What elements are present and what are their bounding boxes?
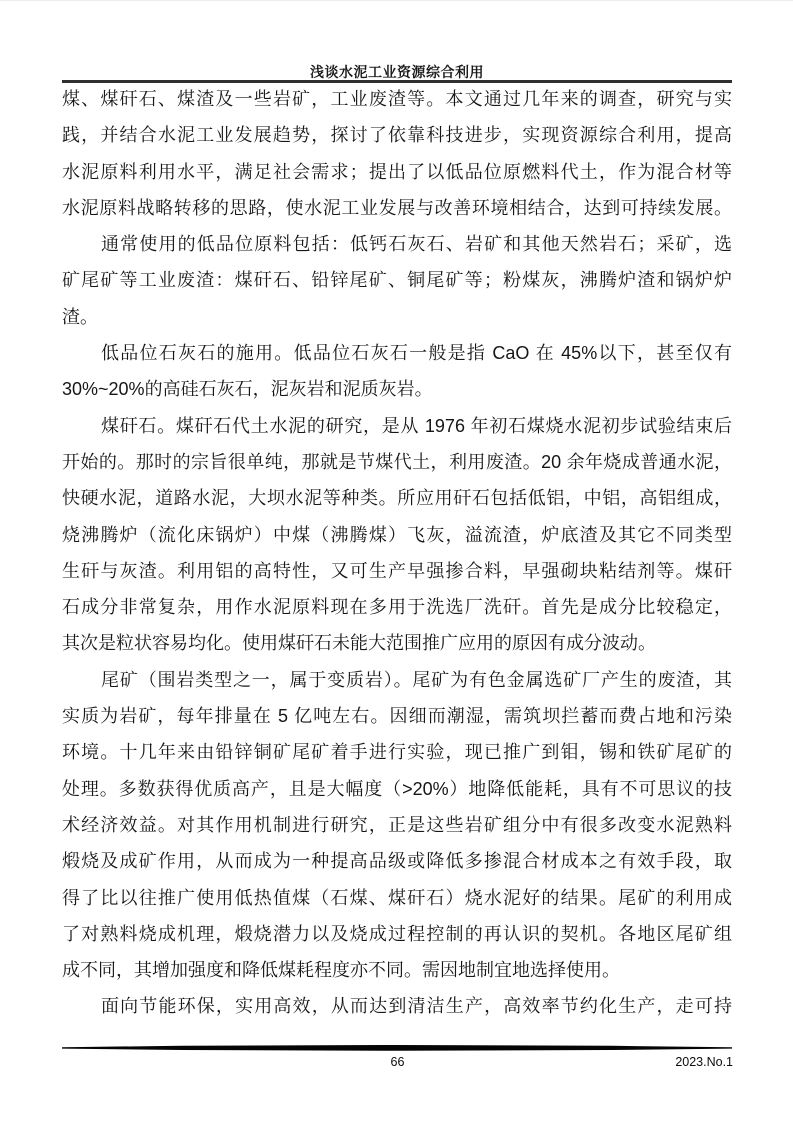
body-text-line: 烧沸腾炉（流化床锅炉）中煤（沸腾煤）飞灰，溢流渣，炉底渣及其它不同类型 bbox=[62, 524, 732, 545]
body-text-line: 得了比以往推广使用低热值煤（石煤、煤矸石）烧水泥好的结果。尾矿的利用成 bbox=[62, 887, 732, 908]
issue-number: 2023.No.1 bbox=[675, 1055, 733, 1069]
footer-divider-bar bbox=[62, 1044, 732, 1053]
body-text-line: 矿尾矿等工业废渣：煤矸石、铅锌尾矿、铜尾矿等；粉煤灰，沸腾炉渣和锅炉炉 bbox=[62, 270, 732, 291]
body-text-line: 石成分非常复杂，用作水泥原料现在多用于洗选厂洗矸。首先是成分比较稳定， bbox=[62, 597, 732, 618]
body-text-line: 煅烧及成矿作用，从而成为一种提高品级或降低多掺混合材成本之有效手段，取 bbox=[62, 851, 732, 872]
body-text-line: 开始的。那时的宗旨很单纯，那就是节煤代土，利用废渣。20 余年烧成普通水泥， bbox=[62, 451, 732, 472]
page-title: 浅谈水泥工业资源综合利用 bbox=[310, 64, 484, 80]
body-text-line: 处理。多数获得优质高产，且是大幅度（>20%）地降低能耗，具有不可思议的技 bbox=[62, 778, 732, 799]
body-text-line: 渣。 bbox=[62, 306, 98, 327]
body-text-line: 成不同，其增加强度和降低煤耗程度亦不同。需因地制宜地选择使用。 bbox=[62, 960, 620, 981]
body-text-line: 尾矿（围岩类型之一，属于变质岩）。尾矿为有色金属选矿厂产生的废渣，其 bbox=[101, 669, 732, 690]
body-text-line: 水泥原料战略转移的思路，使水泥工业发展与改善环境相结合，达到可持续发展。 bbox=[62, 197, 732, 218]
body-text bbox=[62, 81, 732, 1025]
body-text-line: 30%~20%的高硅石灰石，泥灰岩和泥质灰岩。 bbox=[62, 379, 433, 400]
body-text-line: 水泥原料利用水平，满足社会需求；提出了以低品位原燃料代土，作为混合材等 bbox=[62, 161, 732, 182]
body-text-line: 术经济效益。对其作用机制进行研究，正是这些岩矿组分中有很多改变水泥熟料 bbox=[62, 814, 732, 835]
body-text-line: 面向节能环保，实用高效，从而达到清洁生产，高效率节约化生产，走可持 bbox=[101, 996, 732, 1017]
body-text-line: 实质为岩矿，每年排量在 5 亿吨左右。因细而潮湿，需筑坝拦蓄而费占地和污染 bbox=[62, 706, 732, 727]
body-text-line: 践，并结合水泥工业发展趋势，探讨了依靠科技进步，实现资源综合利用，提高 bbox=[62, 125, 732, 146]
body-text-line: 其次是粒状容易均化。使用煤矸石未能大范围推广应用的原因有成分波动。 bbox=[62, 633, 656, 654]
page-top-edge bbox=[0, 0, 793, 1]
body-text-line: 通常使用的低品位原料包括：低钙石灰石、岩矿和其他天然岩石；采矿，选 bbox=[101, 234, 732, 255]
body-text-line: 环境。十几年来由铅锌铜矿尾矿着手进行实验，现已推广到钼，锡和铁矿尾矿的 bbox=[62, 742, 732, 763]
body-text-line: 快硬水泥，道路水泥，大坝水泥等种类。所应用矸石包括低铝，中铝，高铝组成， bbox=[62, 488, 732, 509]
body-text-line: 生矸与灰渣。利用铝的高特性，又可生产早强掺合料，早强砌块粘结剂等。煤矸 bbox=[62, 560, 732, 581]
body-text-line: 低品位石灰石的施用。低品位石灰石一般是指 CaO 在 45%以下，甚至仅有 bbox=[101, 343, 732, 364]
body-text-line: 煤矸石。煤矸石代土水泥的研究，是从 1976 年初石煤烧水泥初步试验结束后 bbox=[101, 415, 732, 436]
page-number: 66 bbox=[390, 1055, 405, 1069]
body-text-line: 了对熟料烧成机理，煅烧潜力以及烧成过程控制的再认识的契机。各地区尾矿组 bbox=[62, 923, 732, 944]
body-text-line: 煤、煤矸石、煤渣及一些岩矿，工业废渣等。本文通过几年来的调查，研究与实 bbox=[62, 89, 732, 109]
footer bbox=[62, 1055, 733, 1073]
